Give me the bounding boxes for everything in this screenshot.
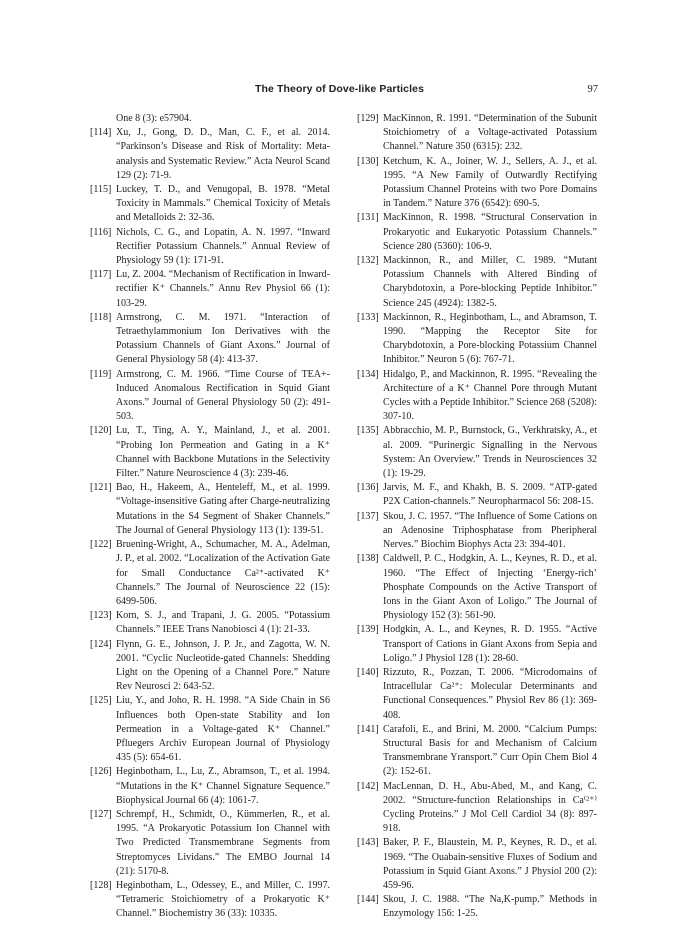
reference-number: [130]	[357, 155, 379, 167]
reference-number: [139]	[357, 624, 379, 636]
reference-text: Lu, Z. 2004. “Mechanism of Rectification in Inward-rectifier K⁺ Channels.” Annu Rev Physiol 66 (1): 103-29.	[116, 269, 330, 309]
reference-number: [117]	[90, 269, 112, 281]
reference-text: Armstrong, C. M. 1966. “Time Course of TEA+-Induced Anomalous Rectification in Squid Giant Axons.” Journal of General Physiology 50 (2): 491-503.	[116, 368, 330, 423]
reference-number: [118]	[90, 311, 112, 323]
reference-number: [121]	[90, 482, 112, 494]
reference-number: [137]	[357, 510, 379, 522]
reference-text: Hodgkin, A. L., and Keynes, R. D. 1955. “Active Transport of Cations in Giant Axons from Sepia and Loligo.” J Physiol 128 (1): 28-60.	[383, 624, 597, 664]
reference-number: [123]	[90, 610, 112, 622]
reference-number: [115]	[90, 184, 112, 196]
reference-text: Armstrong, C. M. 1971. “Interaction of Tetraethylammonium Ion Derivatives with the Potassium Channels of Giant Axons.” Journal of General Physiology 58 (4): 413-37.	[116, 311, 330, 366]
reference-number: [138]	[357, 553, 379, 565]
reference-entry	[90, 368, 330, 425]
reference-entry	[90, 268, 330, 311]
reference-number: [126]	[90, 766, 112, 778]
reference-entry	[357, 893, 597, 921]
reference-entry	[90, 765, 330, 808]
reference-entry	[357, 311, 597, 368]
reference-number: [129]	[357, 113, 379, 124]
reference-number: [127]	[90, 808, 112, 820]
reference-entry	[90, 879, 330, 922]
reference-entry	[357, 368, 597, 425]
reference-number: [141]	[357, 723, 379, 735]
reference-number: [122]	[90, 539, 112, 551]
reference-number: [124]	[90, 638, 112, 650]
reference-text: Skou, J. C. 1957. “The Influence of Some Cations on an Adenosine Triphosphatase from Pheripheral Nerves.” Biochim Biophys Acta 23: 394-401.	[383, 510, 597, 551]
reference-text: Mackinnon, R., and Miller, C. 1989. “Mutant Potassium Channels with Altered Binding of Charybdotoxin, a Pore-blocking Peptide Inhibitor.” Science 245 (4924): 1382-5.	[383, 255, 597, 309]
reference-text: Skou, J. C. 1988. “The Na,K-pump.” Methods in Enzymology 156: 1-25.	[383, 894, 597, 920]
reference-entry	[357, 552, 597, 623]
reference-number: [133]	[357, 311, 379, 323]
reference-text: Ketchum, K. A., Joiner, W. J., Sellers, A. J., et al. 1995. “A New Family of Outwardly Rectifying Potassium Channel Proteins with two Pore Domains in Tandem.” Nature 376 (6542): 690-5.	[383, 155, 597, 210]
reference-entry	[357, 424, 597, 481]
reference-entry	[90, 424, 330, 481]
reference-text: Nichols, C. G., and Lopatin, A. N. 1997. “Inward Rectifier Potassium Channels.” Annual Review of Physiology 59 (1): 171-91.	[116, 226, 330, 267]
reference-continuation: One 8 (3): e57904.	[116, 113, 192, 124]
reference-text: Jarvis, M. F., and Khakh, B. S. 2009. “ATP-gated P2X Cation-channels.” Neuropharmacol 56: 208-15.	[383, 482, 597, 508]
reference-number: [132]	[357, 255, 379, 267]
reference-number: [120]	[90, 425, 112, 437]
reference-entry	[357, 112, 597, 155]
reference-entry	[90, 311, 330, 368]
reference-number: [119]	[90, 368, 112, 380]
reference-entry	[90, 126, 330, 183]
reference-number: [143]	[357, 837, 379, 849]
reference-text: Luckey, T. D., and Venugopal, B. 1978. “Metal Toxicity in Mammals.” Chemical Toxicity of Metals and Metalloids 2: 32-36.	[116, 184, 330, 224]
reference-entry	[357, 723, 597, 780]
reference-number: [131]	[357, 212, 379, 224]
reference-text: Lu, T., Ting, A. Y., Mainland, J., et al. 2001. “Probing Ion Permeation and Gating in a K⁺ Channel with Backbone Mutations in the Selectivity Filter.” Nature Neuroscience 4 (3): 239-46.	[116, 425, 330, 480]
reference-number: [134]	[357, 368, 379, 380]
reference-number: [144]	[357, 894, 379, 906]
reference-number: [142]	[357, 780, 379, 792]
reference-text: Korn, S. J., and Trapani, J. G. 2005. “Potassium Channels.” IEEE Trans Nanobiosci 4 (1): 21-33.	[116, 610, 330, 636]
reference-entry	[90, 183, 330, 226]
reference-text: Bao, H., Hakeem, A., Henteleff, M., et al. 1999. “Voltage-insensitive Gating after Charge-neutralizing Mutations in the S4 Segment of Shaker Channels.” The Journal of General Physiology 113 (1): 139-51.	[116, 482, 330, 536]
reference-entry	[357, 623, 597, 666]
reference-text: Bruening-Wright, A., Schumacher, M. A., Adelman, J. P., et al. 2002. “Localization of the Activation Gate for Small Conductance Ca²⁺-activated K⁺ Channels.” The Journal of Neuroscience 22 (15): 6499-506.	[116, 539, 330, 607]
reference-text: MacKinnon, R. 1998. “Structural Conservation in Prokaryotic and Eukaryotic Potassium Channels.” Science 280 (5360): 106-9.	[383, 212, 597, 252]
reference-number: [114]	[90, 127, 112, 139]
reference-number: [116]	[90, 226, 112, 238]
reference-entry	[357, 666, 597, 723]
reference-number: [136]	[357, 482, 379, 494]
reference-entry	[90, 538, 330, 609]
reference-entry	[357, 481, 597, 509]
reference-entry	[90, 226, 330, 269]
reference-text: Baker, P. F., Blaustein, M. P., Keynes, R. D., et al. 1969. “The Ouabain-sensitive Fluxes of Sodium and Potassium in Squid Giant Axons.” J Physiol 200 (2): 459-96.	[383, 837, 597, 891]
reference-text: Heginbotham, L., Odessey, E., and Miller, C. 1997. “Tetrameric Stoichiometry of a Prokaryotic K⁺ Channel.” Biochemistry 36 (33): 10335.	[116, 879, 330, 920]
reference-entry	[357, 510, 597, 553]
reference-text: Carafoli, E., and Brini, M. 2000. “Calcium Pumps: Structural Basis for and Mechanism of Calcium Transmembrane Yransport.” Curr Opin Chem Biol 4 (2): 152-61.	[383, 723, 597, 778]
reference-entry	[357, 780, 597, 837]
reference-entry	[357, 211, 597, 254]
reference-text: MacLennan, D. H., Abu-Abed, M., and Kang, C. 2002. “Structure-function Relationships in Ca⁽²⁺⁾ Cycling Proteins.” J Mol Cell Cardiol 34 (8): 897-918.	[383, 780, 597, 835]
reference-number: [140]	[357, 666, 379, 678]
running-title: The Theory of Dove-like Particles	[255, 83, 425, 95]
reference-entry	[90, 481, 330, 538]
reference-entry	[90, 694, 330, 765]
reference-entry	[90, 638, 330, 695]
reference-text: Schrempf, H., Schmidt, O., Kümmerlen, R., et al. 1995. “A Prokaryotic Potassium Ion Channel with Two Predicted Transmembrane Segments from Streptomyces Lividans.” The EMBO Journal 14 (21): 5170-8.	[116, 808, 330, 877]
page-number: 97	[587, 84, 598, 95]
reference-text: Heginbotham, L., Lu, Z., Abramson, T., et al. 1994. “Mutations in the K⁺ Channel Signature Sequence.” Biophysical Journal 66 (4): 1061-7.	[116, 766, 330, 806]
reference-text: Xu, J., Gong, D. D., Man, C. F., et al. 2014. “Parkinson’s Disease and Risk of Mortality: Meta-analysis and Systematic Review.” Acta Neurol Scand 129 (2): 71-9.	[116, 127, 330, 181]
reference-text: Liu, Y., and Joho, R. H. 1998. “A Side Chain in S6 Influences both Open-state Stability and Ion Permeation in a Voltage-gated K⁺ Channel.” Pfluegers Archiv European Journal of Physiology 435 (5): 654-61.	[116, 695, 330, 764]
left-column	[90, 112, 330, 922]
reference-number: [135]	[357, 425, 379, 437]
reference-entry	[357, 836, 597, 893]
reference-text: MacKinnon, R. 1991. “Determination of the Subunit Stoichiometry of a Voltage-activated Potassium Channel.” Nature 350 (6315): 232.	[383, 113, 597, 153]
reference-entry	[357, 254, 597, 311]
reference-entry	[90, 609, 330, 637]
reference-number: [125]	[90, 695, 112, 707]
reference-text: Mackinnon, R., Heginbotham, L., and Abramson, T. 1990. “Mapping the Receptor Site for Charybdotoxin, a Pore-blocking Potassium Channel Inhibitor.” Neuron 5 (6): 767-71.	[383, 311, 597, 366]
reference-text: Abbracchio, M. P., Burnstock, G., Verkhratsky, A., et al. 2009. “Purinergic Signalling in the Nervous System: An Overview.” Trends in Neurosciences 32 (1): 19-29.	[383, 425, 597, 480]
reference-number: [128]	[90, 879, 112, 891]
reference-entry	[357, 155, 597, 212]
reference-text: Rizzuto, R., Pozzan, T. 2006. “Microdomains of Intracellular Ca²⁺: Molecular Determinants and Functional Consequences.” Physiol Rev 86 (1): 369-408.	[383, 666, 597, 721]
right-column	[357, 112, 597, 922]
reference-text: Flynn, G. E., Johnson, J. P. Jr., and Zagotta, W. N. 2001. “Cyclic Nucleotide-gated Channels: Shedding Light on the Opening of a Channel Pore.” Nature Rev Neurosci 2: 643-52.	[116, 638, 330, 693]
running-header	[255, 83, 598, 95]
reference-text: Caldwell, P. C., Hodgkin, A. L., Keynes, R. D., et al. 1960. “The Effect of Injecting ‘Energy-rich’ Phosphate Compounds on the Active Transport of Ions in the Giant Axon of Loligo.” The Journal of Physiology 152 (3): 561-90.	[383, 553, 597, 622]
reference-entry	[90, 808, 330, 879]
reference-text: Hidalgo, P., and Mackinnon, R. 1995. “Revealing the Architecture of a K⁺ Channel Pore through Mutant Cycles with a Peptide Inhibitor.” Science 268 (5208): 307-10.	[383, 368, 597, 423]
